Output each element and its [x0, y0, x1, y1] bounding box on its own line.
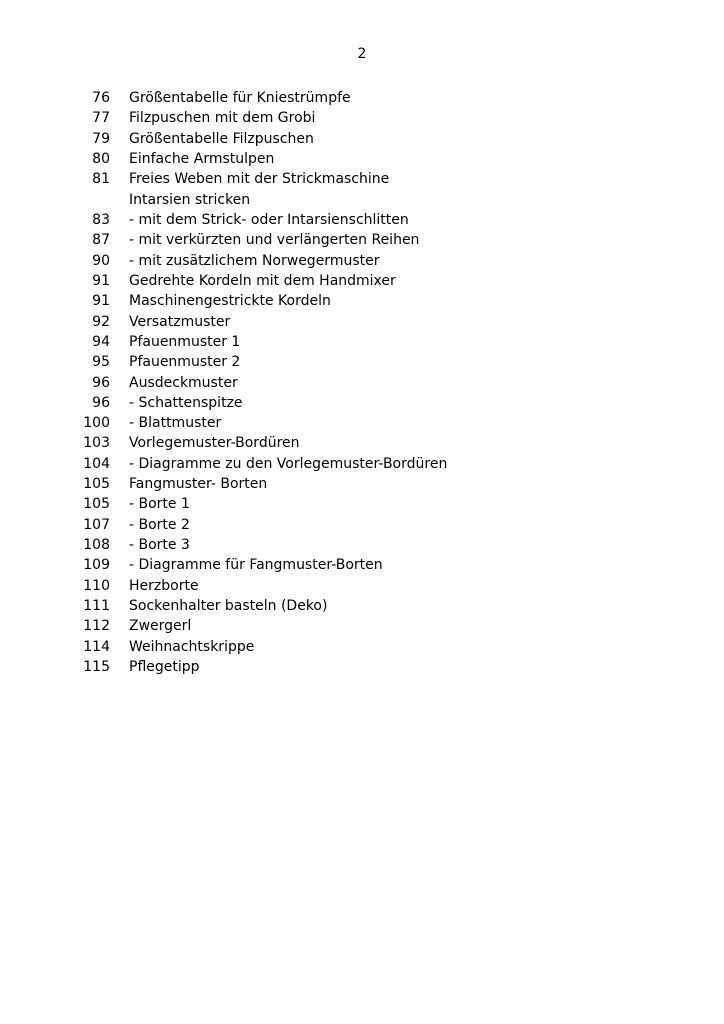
toc-entry	[78, 454, 678, 474]
toc-title: - Borte 1	[129, 496, 190, 513]
toc-entry	[78, 149, 678, 169]
toc-title: Versatzmuster	[129, 313, 231, 330]
toc-page-number: 77	[92, 110, 110, 127]
toc-page-number: 95	[92, 354, 110, 371]
toc-page-number: 108	[83, 537, 110, 554]
toc-title: - Borte 2	[129, 516, 190, 533]
toc-entry	[78, 596, 678, 616]
toc-page-number: 79	[92, 130, 110, 147]
toc-entry	[78, 515, 678, 535]
toc-page-number: 109	[83, 557, 110, 574]
toc-title: Pfauenmuster 2	[129, 354, 241, 371]
toc-entry	[78, 494, 678, 514]
toc-page-number: 91	[92, 293, 110, 310]
toc-title: Gedrehte Kordeln mit dem Handmixer	[129, 272, 396, 289]
toc-entry	[78, 555, 678, 575]
toc-title: Ausdeckmuster	[129, 374, 238, 391]
toc-entry	[78, 251, 678, 271]
toc-page-number: 105	[83, 476, 110, 493]
toc-entry	[78, 190, 678, 210]
toc-page-number: 112	[83, 618, 110, 635]
toc-title: - Borte 3	[129, 537, 190, 554]
toc-page-number: 80	[92, 151, 110, 168]
toc-page-number: 96	[92, 394, 110, 411]
toc-title: Maschinengestrickte Kordeln	[129, 293, 331, 310]
toc-title: Fangmuster- Borten	[129, 476, 268, 493]
toc-title: Herzborte	[129, 577, 199, 594]
toc-title: - mit dem Strick- oder Intarsienschlitten	[129, 212, 409, 229]
toc-page-number: 114	[83, 638, 110, 655]
page-number: 2	[357, 46, 367, 62]
toc-entry	[78, 271, 678, 291]
toc-entry	[78, 352, 678, 372]
toc-page-number: 107	[83, 516, 110, 533]
toc-entry	[78, 108, 678, 128]
toc-title: Vorlegemuster-Bordüren	[129, 435, 300, 452]
toc-page-number: 81	[92, 171, 110, 188]
toc-entry	[78, 291, 678, 311]
toc-title: - Schattenspitze	[129, 394, 243, 411]
toc-entry	[78, 576, 678, 596]
toc-entry	[78, 210, 678, 230]
toc-title: - mit verkürzten und verlängerten Reihen	[129, 232, 420, 249]
toc-title: - mit zusätzlichem Norwegermuster	[129, 252, 380, 269]
toc-title: Filzpuschen mit dem Grobi	[129, 110, 316, 127]
toc-entry	[78, 657, 678, 677]
toc-page-number: 94	[92, 333, 110, 350]
toc-entry	[78, 616, 678, 636]
toc-title: Größentabelle Filzpuschen	[129, 130, 314, 147]
toc-page-number: 91	[92, 272, 110, 289]
toc-title: Weihnachtskrippe	[129, 638, 255, 655]
toc-page-number: 96	[92, 374, 110, 391]
toc-entry	[78, 332, 678, 352]
toc-title: - Diagramme zu den Vorlegemuster-Bordüren	[129, 455, 448, 472]
toc-title: Sockenhalter basteln (Deko)	[129, 597, 328, 614]
toc-entry	[78, 535, 678, 555]
toc-entry	[78, 474, 678, 494]
toc-page-number: 103	[83, 435, 110, 452]
toc-title: Einfache Armstulpen	[129, 151, 275, 168]
toc-page-number: 105	[83, 496, 110, 513]
toc-entry	[78, 372, 678, 392]
toc-entry	[78, 129, 678, 149]
toc-title: Größentabelle für Kniestrümpfe	[129, 90, 351, 107]
toc-title: Freies Weben mit der Strickmaschine	[129, 171, 390, 188]
toc-entry	[78, 169, 678, 189]
toc-page-number: 115	[83, 658, 110, 675]
toc-page-number: 110	[83, 577, 110, 594]
toc-title: - Diagramme für Fangmuster-Borten	[129, 557, 383, 574]
table-of-contents	[78, 88, 678, 677]
toc-page-number: 104	[83, 455, 110, 472]
toc-title: Zwergerl	[129, 618, 192, 635]
toc-page-number: 87	[92, 232, 110, 249]
toc-entry	[78, 393, 678, 413]
toc-page-number: 83	[92, 212, 110, 229]
toc-page-number: 92	[92, 313, 110, 330]
toc-entry	[78, 413, 678, 433]
toc-entry	[78, 88, 678, 108]
toc-page-number: 100	[83, 415, 110, 432]
toc-page-number: 76	[92, 90, 110, 107]
toc-entry	[78, 433, 678, 453]
toc-page-number: 90	[92, 252, 110, 269]
toc-title: Pflegetipp	[129, 658, 200, 675]
toc-title: Pfauenmuster 1	[129, 333, 241, 350]
toc-page-number: 111	[83, 597, 110, 614]
toc-entry	[78, 311, 678, 331]
toc-title: - Blattmuster	[129, 415, 222, 432]
toc-title: Intarsien stricken	[129, 191, 251, 208]
toc-entry	[78, 230, 678, 250]
toc-entry	[78, 636, 678, 656]
